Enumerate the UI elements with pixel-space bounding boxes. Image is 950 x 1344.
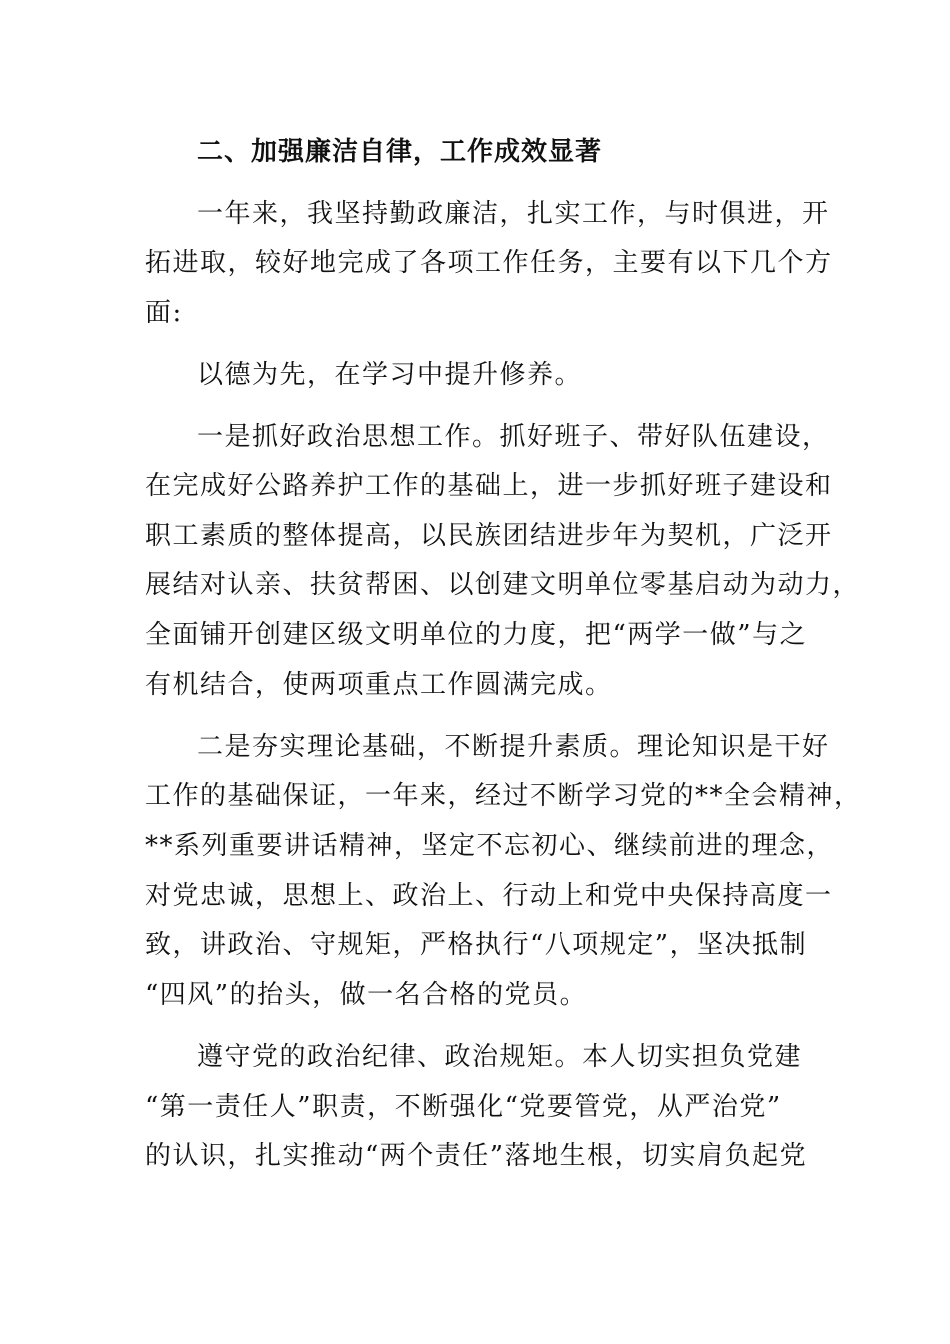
paragraph-line: 一是抓好政治思想工作。抓好班子、带好队伍建设， [197,422,830,452]
paragraph-line: 的认识，扎实推动“两个责任”落地生根，切实肩负起党 [145,1141,808,1171]
paragraph-line: 二是夯实理论基础，不断提升素质。理论知识是干好 [197,732,830,762]
paragraph-line: 一年来，我坚持勤政廉洁，扎实工作，与时俱进，开 [197,199,830,229]
section-heading: 二、加强廉洁自律，工作成效显著 [197,137,603,167]
paragraph-line: 致，讲政治、守规矩，严格执行“八项规定”，坚决抵制 [145,930,808,960]
paragraph-line: 面: [145,298,183,328]
paragraph-line: 遵守党的政治纪律、政治规矩。本人切实担负党建 [197,1042,803,1072]
paragraph-line: 展结对认亲、扶贫帮困、以创建文明单位零基启动为动力， [145,570,861,600]
paragraph-line: 以德为先，在学习中提升修养。 [197,360,583,390]
paragraph-line: **系列重要讲话精神，坚定不忘初心、继续前进的理念， [145,831,835,861]
paragraph-line: 职工素质的整体提高，以民族团结进步年为契机，广泛开 [145,521,833,551]
paragraph-line: 拓进取，较好地完成了各项工作任务，主要有以下几个方 [145,248,833,278]
paragraph-line: “第一责任人”职责，不断强化“党要管党，从严治党” [145,1092,782,1122]
paragraph-line: 对党忠诚，思想上、政治上、行动上和党中央保持高度一 [145,881,833,911]
paragraph-line: 全面铺开创建区级文明单位的力度，把“两学一做”与之 [145,620,808,650]
paragraph-line: 工作的基础保证，一年来，经过不断学习党的**全会精神， [145,781,862,811]
paragraph-line: 在完成好公路养护工作的基础上，进一步抓好班子建设和 [145,471,833,501]
paragraph-line: 有机结合，使两项重点工作圆满完成。 [145,670,613,700]
paragraph-line: “四风”的抬头，做一名合格的党员。 [145,980,588,1010]
